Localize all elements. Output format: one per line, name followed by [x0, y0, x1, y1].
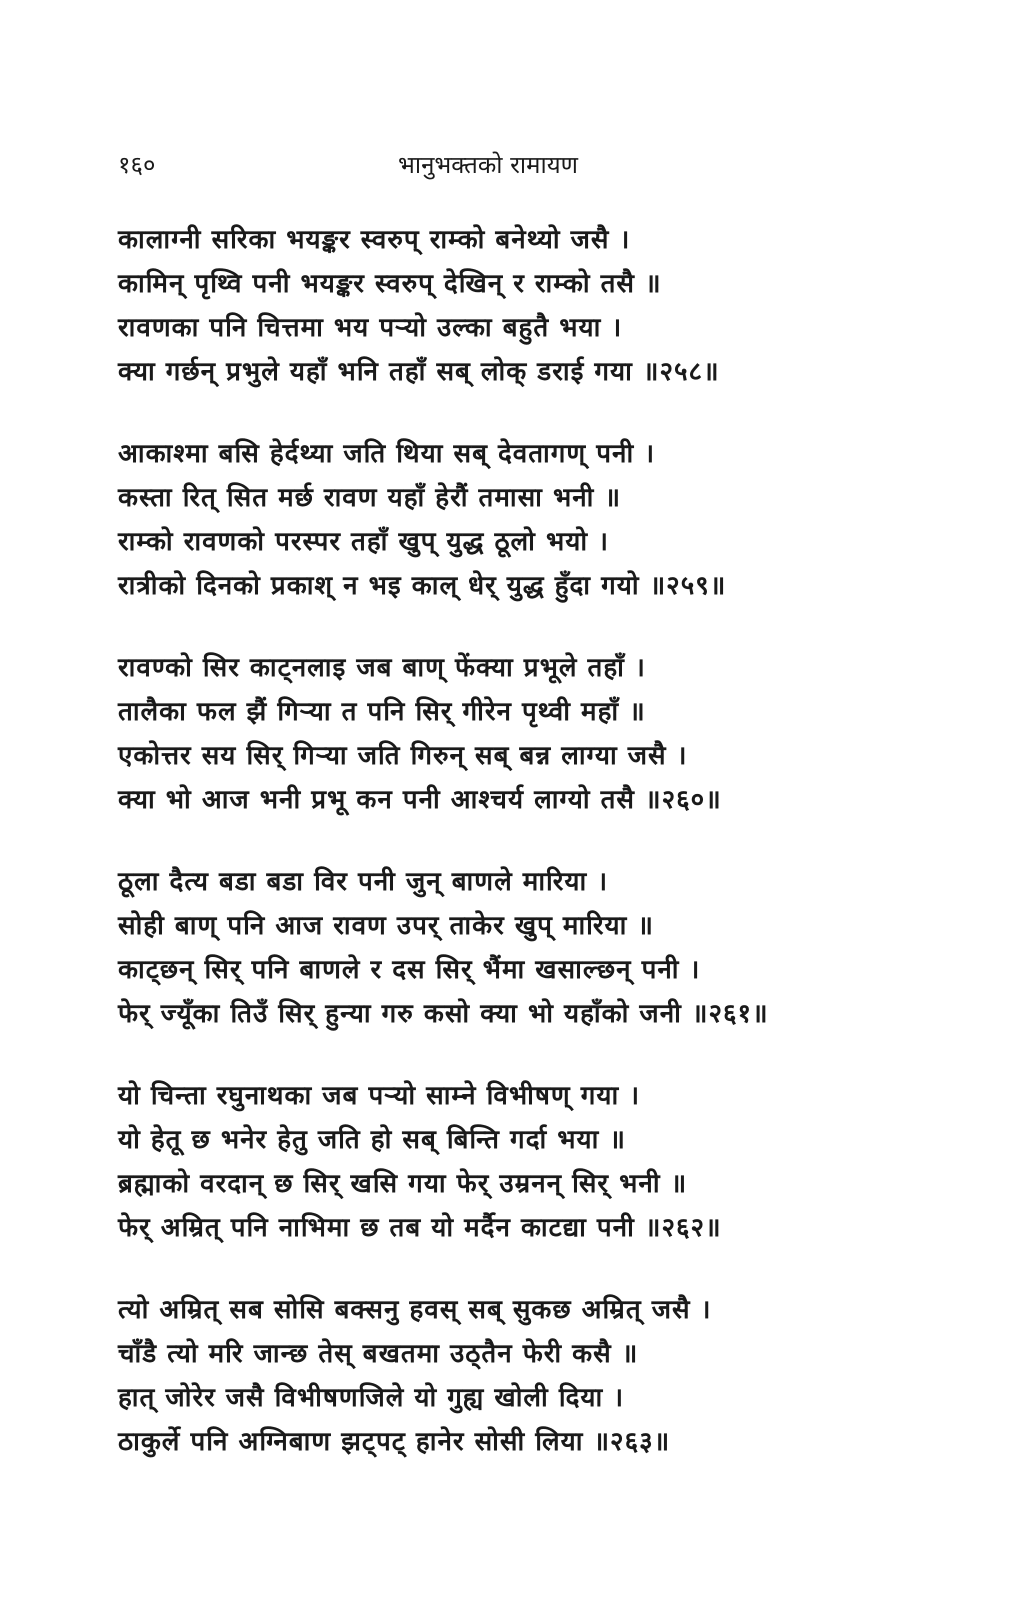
verse-line: त्यो अम्रित् सब सोसि बक्सनु हवस् सब् सुकछ अम्रित् जसै । — [118, 1295, 712, 1325]
verse-line: फेर् ज्यूँका तिउँ सिर् हुन्या गरु कसो क्या भो यहाँको जनी ॥२६१॥ — [118, 999, 769, 1029]
verse-262 — [118, 1074, 918, 1250]
verse-258 — [118, 218, 918, 394]
verse-line: एकोत्तर सय सिर् गिऱ्या जति गिरुन् सब् बन्न लाग्या जसै । — [118, 741, 688, 771]
verse-line: चाँडै त्यो मरि जान्छ तेस् बखतमा उठ्तैन फेरी कसै ॥ — [118, 1339, 639, 1369]
verse-line: आकाश्मा बसि हेर्दथ्या जति थिया सब् देवतागण् पनी । — [118, 439, 656, 469]
verse-261 — [118, 860, 918, 1036]
verse-line: कालाग्नी सरिका भयङ्कर स्वरुप् राम्को बनेथ्यो जसै । — [118, 225, 631, 255]
verse-263 — [118, 1288, 918, 1464]
verse-line: क्या भो आज भनी प्रभू कन पनी आश्चर्य लाग्यो तसै ॥२६०॥ — [118, 785, 722, 815]
verse-line: फेर् अम्रित् पनि नाभिमा छ तब यो मर्दैन काटद्या पनी ॥२६२॥ — [118, 1213, 722, 1243]
verse-line: रात्रीको दिनको प्रकाश् न भइ काल् धेर् युद्ध हुँदा गयो ॥२५९॥ — [118, 571, 727, 601]
verse-line: तालैका फल झैं गिऱ्या त पनि सिर् गीरेन पृथ्वी महाँ ॥ — [118, 697, 646, 727]
verse-260 — [118, 646, 918, 822]
verse-line: राम्को रावणको परस्पर तहाँ खुप् युद्ध ठूलो भयो । — [118, 527, 609, 557]
verse-line: कामिन् पृथ्वि पनी भयङ्कर स्वरुप् देखिन् र राम्को तसै ॥ — [118, 269, 662, 299]
verse-line: सोही बाण् पनि आज रावण उपर् ताकेर खुप् मारिया ॥ — [118, 911, 654, 941]
verse-line: ब्रह्माको वरदान् छ सिर् खसि गया फेर् उम्रनन् सिर् भनी ॥ — [118, 1169, 688, 1199]
running-title: भानुभक्तको रामायण — [398, 151, 578, 179]
verse-line: यो चिन्ता रघुनाथका जब पऱ्यो साम्ने विभीषण् गया । — [118, 1081, 641, 1111]
verse-line: रावण्को सिर काट्नलाइ जब बाण् फेंक्या प्रभूले तहाँ । — [118, 653, 646, 683]
verse-line: कस्ता रित् सित मर्छ रावण यहाँ हेरौं तमासा भनी ॥ — [118, 483, 622, 513]
verse-259 — [118, 432, 918, 608]
page-number: १६० — [118, 151, 156, 179]
verse-line: रावणका पनि चित्तमा भय पऱ्यो उल्का बहुतै भया । — [118, 313, 623, 343]
verse-line: यो हेतू छ भनेर हेतु जति हो सब् बिन्ति गर्दा भया ॥ — [118, 1125, 626, 1155]
verse-line: काट्छन् सिर् पनि बाणले र दस सिर् भैंमा खसाल्छन् पनी । — [118, 955, 701, 985]
verse-line: ठाकुर्ले पनि अग्निबाण झट्पट् हानेर सोसी लिया ॥२६३॥ — [118, 1427, 671, 1457]
verse-line: क्या गर्छन् प्रभुले यहाँ भनि तहाँ सब् लोक् डराई गया ॥२५८॥ — [118, 357, 720, 387]
verse-list — [118, 218, 918, 1502]
page-header — [118, 148, 818, 188]
verse-line: हात् जोरेर जसै विभीषणजिले यो गुह्य खोली दिया । — [118, 1383, 625, 1413]
verse-line: ठूला दैत्य बडा बडा विर पनी जुन् बाणले मारिया । — [118, 867, 609, 897]
